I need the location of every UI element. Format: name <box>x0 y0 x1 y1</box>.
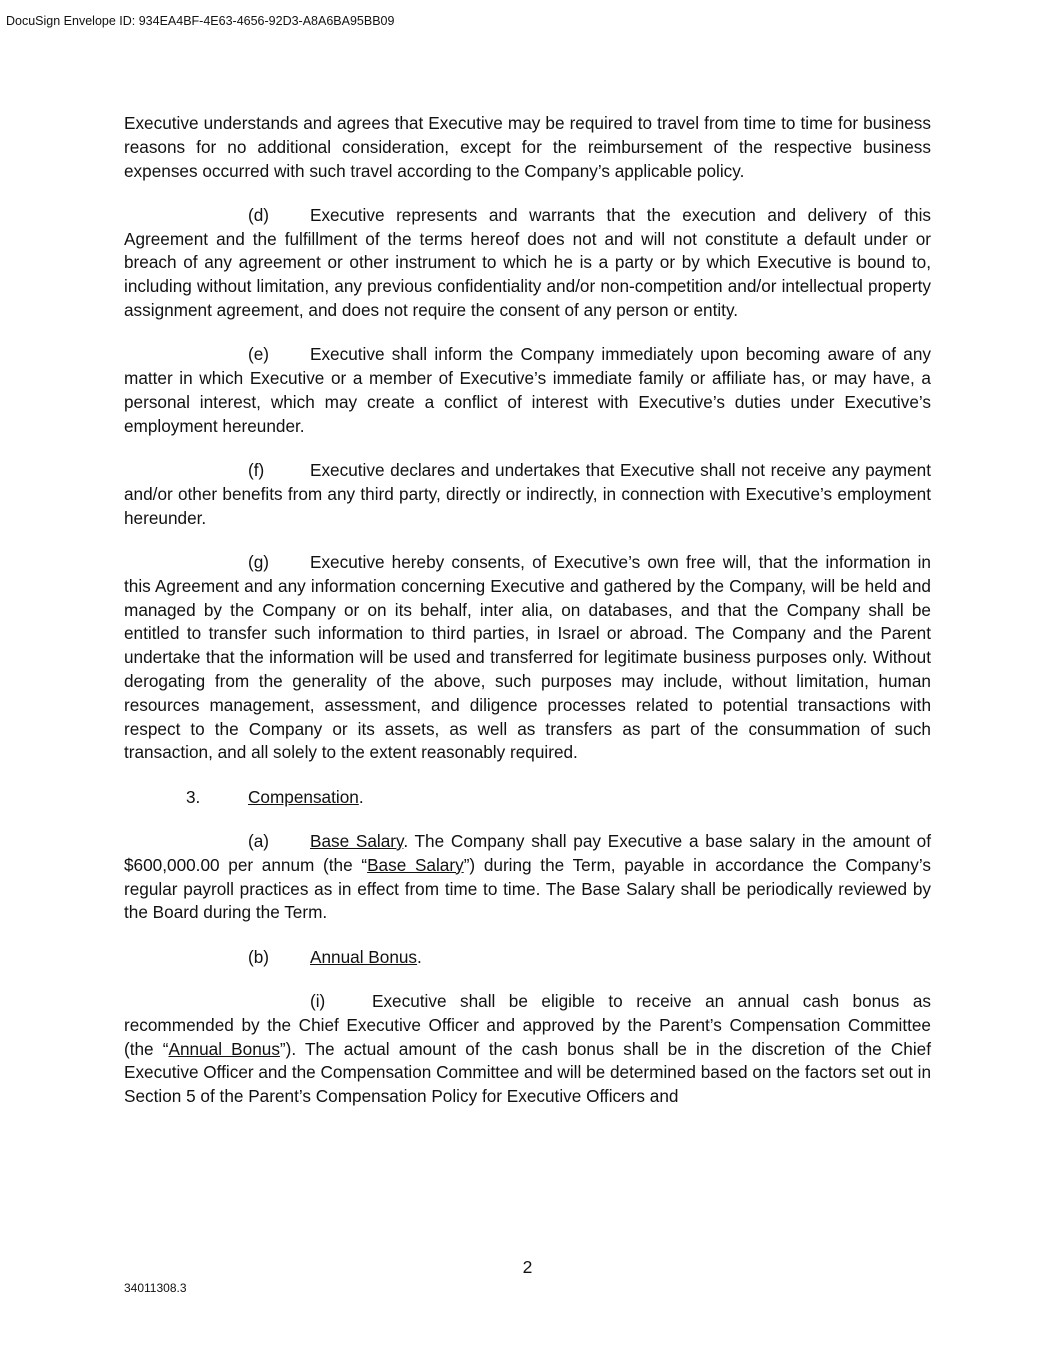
section-3-number: 3. <box>186 786 201 807</box>
paragraph-e <box>124 343 931 438</box>
page-number: 2 <box>522 1257 533 1277</box>
paragraph-e-text: Executive shall inform the Company immediately upon becoming aware of any matter in which Executive or a member of Executive’s immediate family or affiliate has, or may have, a personal interest, which may create a conflict of interest with Executive’s duties under Executive’s employment hereunder. <box>124 344 931 436</box>
paragraph-d-text: Executive represents and warrants that the execution and delivery of this Agreement and the fulfillment of the terms hereof does not and will not constitute a default under or breach of any agreement or other instrument to which he is a party or by which Executive is bound to, including without limitation, any previous confidentiality and/or non-competition and/or intellectual property assignment agreement, and does not require the consent of any person or entity. <box>124 204 931 321</box>
paragraph-a-title: Base Salary <box>310 830 404 851</box>
paragraph-g <box>124 551 931 765</box>
paragraph-f <box>124 459 931 530</box>
paragraph-b-i-text-1: Executive shall be eligible to receive an annual cash bonus as recommended by the Chief Executive Officer and approved by the Parent’s Compensation Committee (the “ <box>124 990 931 1059</box>
section-3-heading <box>124 786 931 810</box>
paragraph-g-label: (g) <box>248 551 270 572</box>
document-body <box>124 112 931 1129</box>
paragraph-f-label: (f) <box>248 460 265 481</box>
paragraph-a-text-1: . The Company shall pay Executive a base salary in the amount of $600,000.00 per annum (the “ <box>124 830 931 875</box>
paragraph-b-period: . <box>417 946 422 967</box>
paragraph-a-base-salary <box>124 830 931 925</box>
paragraph-g-text: Executive hereby consents, of Executive’s own free will, that the information in this Agreement and any information concerning Executive and gathered by the Company, will be held and managed by the Company or on its behalf, inter alia, on databases, and that the Company shall be entitled to transfer such information to third parties, in Israel or abroad. The Company and the Parent undertake that the information will be used and transferred for legitimate business purposes only. Without derogating from the generality of the above, such purposes may include, without limitation, human resources management, assessment, and diligence processes related to potential transactions with respect to the Company or its assets, as well as transfers as part of the consummation of such transaction, and all solely to the extent reasonably required. <box>124 551 931 763</box>
paragraph-b-heading <box>124 946 931 970</box>
paragraph-b-label: (b) <box>248 946 270 967</box>
paragraph-d <box>124 204 931 323</box>
paragraph-d-label: (d) <box>248 204 270 225</box>
paragraph-b-i-defined-term: Annual Bonus <box>168 1038 280 1059</box>
docusign-envelope-id: DocuSign Envelope ID: 934EA4BF-4E63-4656-92D3-A8A6BA95BB09 <box>6 14 395 28</box>
paragraph-b-i-text-2: ”). The actual amount of the cash bonus shall be in the discretion of the Chief Executive Officer and the Compensation Committee and will be determined based on the factors set out in Section 5 of the Parent’s Compensation Policy for Executive Officers and <box>124 1038 932 1107</box>
paragraph-a-text-2: ”) during the Term, payable in accordance the Company’s regular payroll practices as in effect from time to time. The Base Salary shall be periodically reviewed by the Board during the Term. <box>124 854 931 923</box>
paragraph-b-i <box>124 990 931 1109</box>
section-3-period: . <box>358 786 364 807</box>
paragraph-b-i-label: (i) <box>310 990 326 1011</box>
paragraph-travel: Executive understands and agrees that Executive may be required to travel from time to time for business reasons for no additional consideration, except for the reimbursement of the respective business expenses occurred with such travel according to the Company’s applicable policy. <box>124 113 931 181</box>
section-3-title: Compensation <box>248 786 359 807</box>
paragraph-e-label: (e) <box>248 344 270 365</box>
paragraph-b-title: Annual Bonus <box>310 946 418 967</box>
paragraph-a-defined-term: Base Salary <box>367 854 464 875</box>
paragraph-a-label: (a) <box>248 830 270 851</box>
paragraph-f-text: Executive declares and undertakes that Executive shall not receive any payment and/or other benefits from any third party, directly or indirectly, in connection with Executive’s employment hereunder. <box>124 460 931 528</box>
document-id: 34011308.3 <box>124 1281 187 1295</box>
